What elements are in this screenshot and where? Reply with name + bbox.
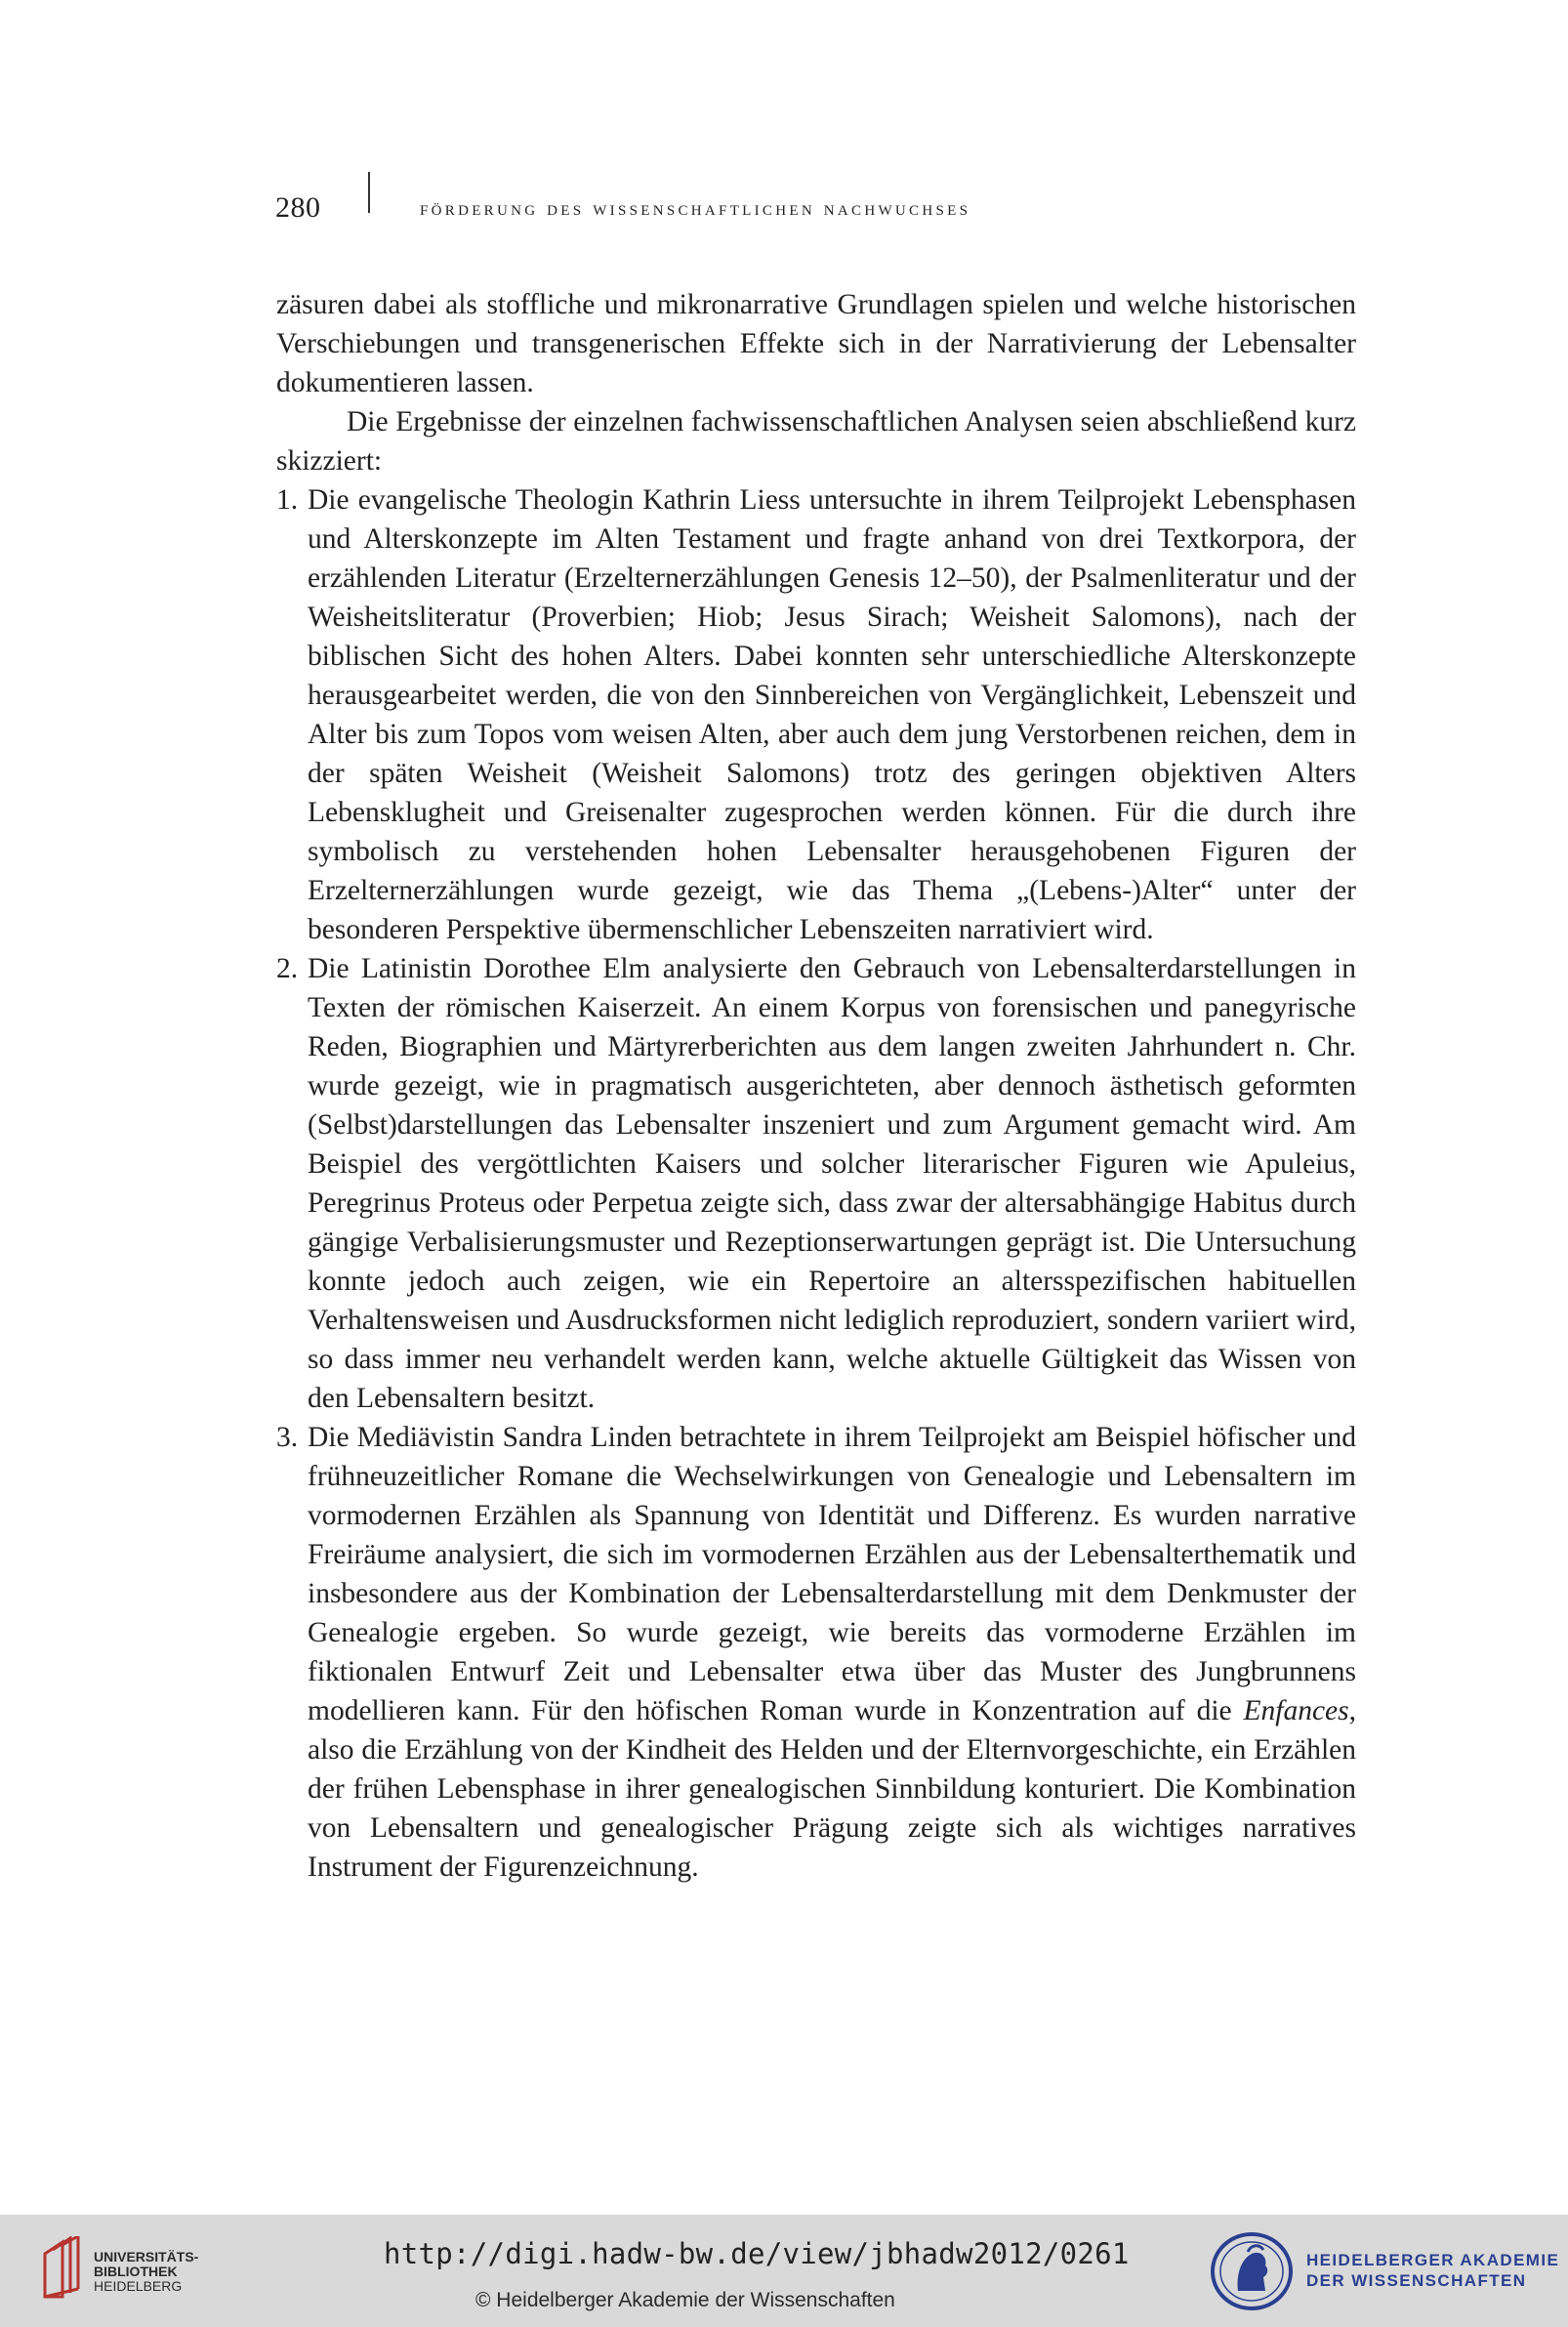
list-item-text: Die evangelische Theologin Kathrin Liess untersuchte in ihrem Teilprojekt Lebensphasen und Alterskonzepte im Alten Testament und fragte anhand von drei Textkorpora, der erzählenden Literatur (Erzelternerzählungen Genesis 12–50), der Psalmenliteratur und der Weisheitsliteratur (Proverbien; Hiob; Jesus Sirach; Weisheit Salomons), nach der biblischen Sicht des hohen Alters. Dabei konnten sehr unterschiedliche Alterskonzepte herausgearbeitet werden, die von den Sinnbereichen von Vergänglichkeit, Lebenszeit und Alter bis zum Topos vom weisen Alten, aber auch dem jung Verstorbenen reichen, dem in der späten Weisheit (Weisheit Salomons) trotz des geringen objektiven Alters Lebensklugheit und Greisenalter zugesprochen werden können. Für die durch ihre symbolisch zu verstehenden hohen Lebensalter herausgehobenen Figuren der Erzelternerzählungen wurde gezeigt, wie das Thema „(Lebens-)Alter“ unter der besonderen Perspektive übermenschlicher Lebenszeiten narrativiert wird. bbox=[308, 484, 1356, 945]
body-text bbox=[276, 285, 1356, 1887]
university-library-logo[interactable] bbox=[39, 2236, 210, 2305]
library-logo-line: BIBLIOTHEK bbox=[94, 2264, 178, 2279]
page-number: 280 bbox=[275, 191, 321, 224]
list-item-text-after: , also die Erzählung von der Kindheit des Helden und der Elternvorgeschichte, ein Erzählen der frühen Lebensphase in ihrer genealogischen Sinnbildung konturiert. Die Kombination von Lebensaltern und genealogischer Prägung zeigte sich als wichtiges narratives Instrument der Figurenzeichnung. bbox=[308, 1695, 1356, 1883]
list-item bbox=[276, 480, 1356, 949]
list-item bbox=[276, 1418, 1356, 1887]
paragraph-intro: Die Ergebnisse der einzelnen fachwissenschaftlichen Analysen seien abschließend kurz skizziert: bbox=[276, 406, 1356, 477]
findings-list bbox=[276, 480, 1356, 1887]
list-item-text: Die Latinistin Dorothee Elm analysierte den Gebrauch von Lebensalterdarstellungen in Texten der römischen Kaiserzeit. An einem Korpus von forensischen und panegyrische Reden, Biographien und Märtyrerberichten aus dem langen zweiten Jahrhundert n. Chr. wurde gezeigt, wie in pragmatisch ausgerichteten, aber dennoch ästhetisch geformten (Selbst)darstellungen das Lebensalter inszeniert und zum Argument gemacht wird. Am Beispiel des vergöttlichten Kaisers und solcher literarischer Figuren wie Apuleius, Peregrinus Proteus oder Perpetua zeigte sich, dass zwar der altersabhängige Habitus durch gängige Verbalisierungsmuster und Rezeptionserwartungen geprägt ist. Die Untersuchung konnte jedoch auch zeigen, wie ein Repertoire an altersspezifischen habituellen Verhaltensweisen und Ausdrucksformen nicht lediglich reproduziert, sondern variiert wird, so dass immer neu verhandelt werden kann, welche aktuelle Gültigkeit das Wissen von den Lebensaltern besitzt. bbox=[308, 953, 1356, 1414]
list-item-text-before: Die Mediävistin Sandra Linden betrachtete in ihrem Teilprojekt am Beispiel höfischer und frühneuzeitlicher Romane die Wechselwirkungen von Genealogie und Lebensaltern im vormodernen Erzählen als Spannung von Identität und Differenz. Es wurden narrative Freiräume analysiert, die sich im vormodernen Erzählen aus der Lebensalterthematik und insbesondere aus der Kombination der Lebensalterdarstellung mit dem Denkmuster der Genealogie ergeben. So wurde gezeigt, wie bereits das vormoderne Erzählen im fiktionalen Entwurf Zeit und Lebensalter etwa über das Muster des Jungbrunnens modellieren kann. Für den höfischen Roman wurde in Konzentration auf die bbox=[308, 1422, 1356, 1726]
permalink-url[interactable]: http://digi.hadw-bw.de/view/jbhadw2012/0261 bbox=[384, 2237, 1130, 2270]
library-logo-line: HEIDELBERG bbox=[94, 2278, 183, 2294]
italic-term: Enfances bbox=[1243, 1695, 1349, 1726]
academy-seal-icon[interactable] bbox=[1209, 2230, 1295, 2312]
library-logo-icon bbox=[39, 2236, 86, 2303]
library-logo-text bbox=[94, 2250, 198, 2294]
paragraph-continued: zäsuren dabei als stoffliche und mikronarrative Grundlagen spielen und welche historischen Verschiebungen und transgenerischen Effekte sich in der Narrativierung der Lebensalter dokumentieren lassen. bbox=[276, 289, 1356, 398]
header-divider bbox=[368, 172, 370, 213]
running-title: förderung des wissenschaftlichen nachwuchses bbox=[420, 195, 971, 220]
list-item-text bbox=[308, 1422, 1356, 1883]
academy-name-line: HEIDELBERGER AKADEMIE bbox=[1306, 2251, 1560, 2269]
list-item-number: 1. bbox=[276, 484, 299, 516]
footer-bar bbox=[0, 2215, 1568, 2327]
list-item bbox=[276, 949, 1356, 1418]
list-item-number: 3. bbox=[276, 1422, 299, 1453]
library-logo-line: UNIVERSITÄTS- bbox=[94, 2249, 199, 2265]
academy-name bbox=[1306, 2250, 1559, 2291]
list-item-number: 2. bbox=[276, 953, 299, 984]
copyright-notice: © Heidelberger Akademie der Wissenschaften bbox=[475, 2289, 895, 2311]
academy-name-line: DER WISSENSCHAFTEN bbox=[1306, 2271, 1527, 2290]
